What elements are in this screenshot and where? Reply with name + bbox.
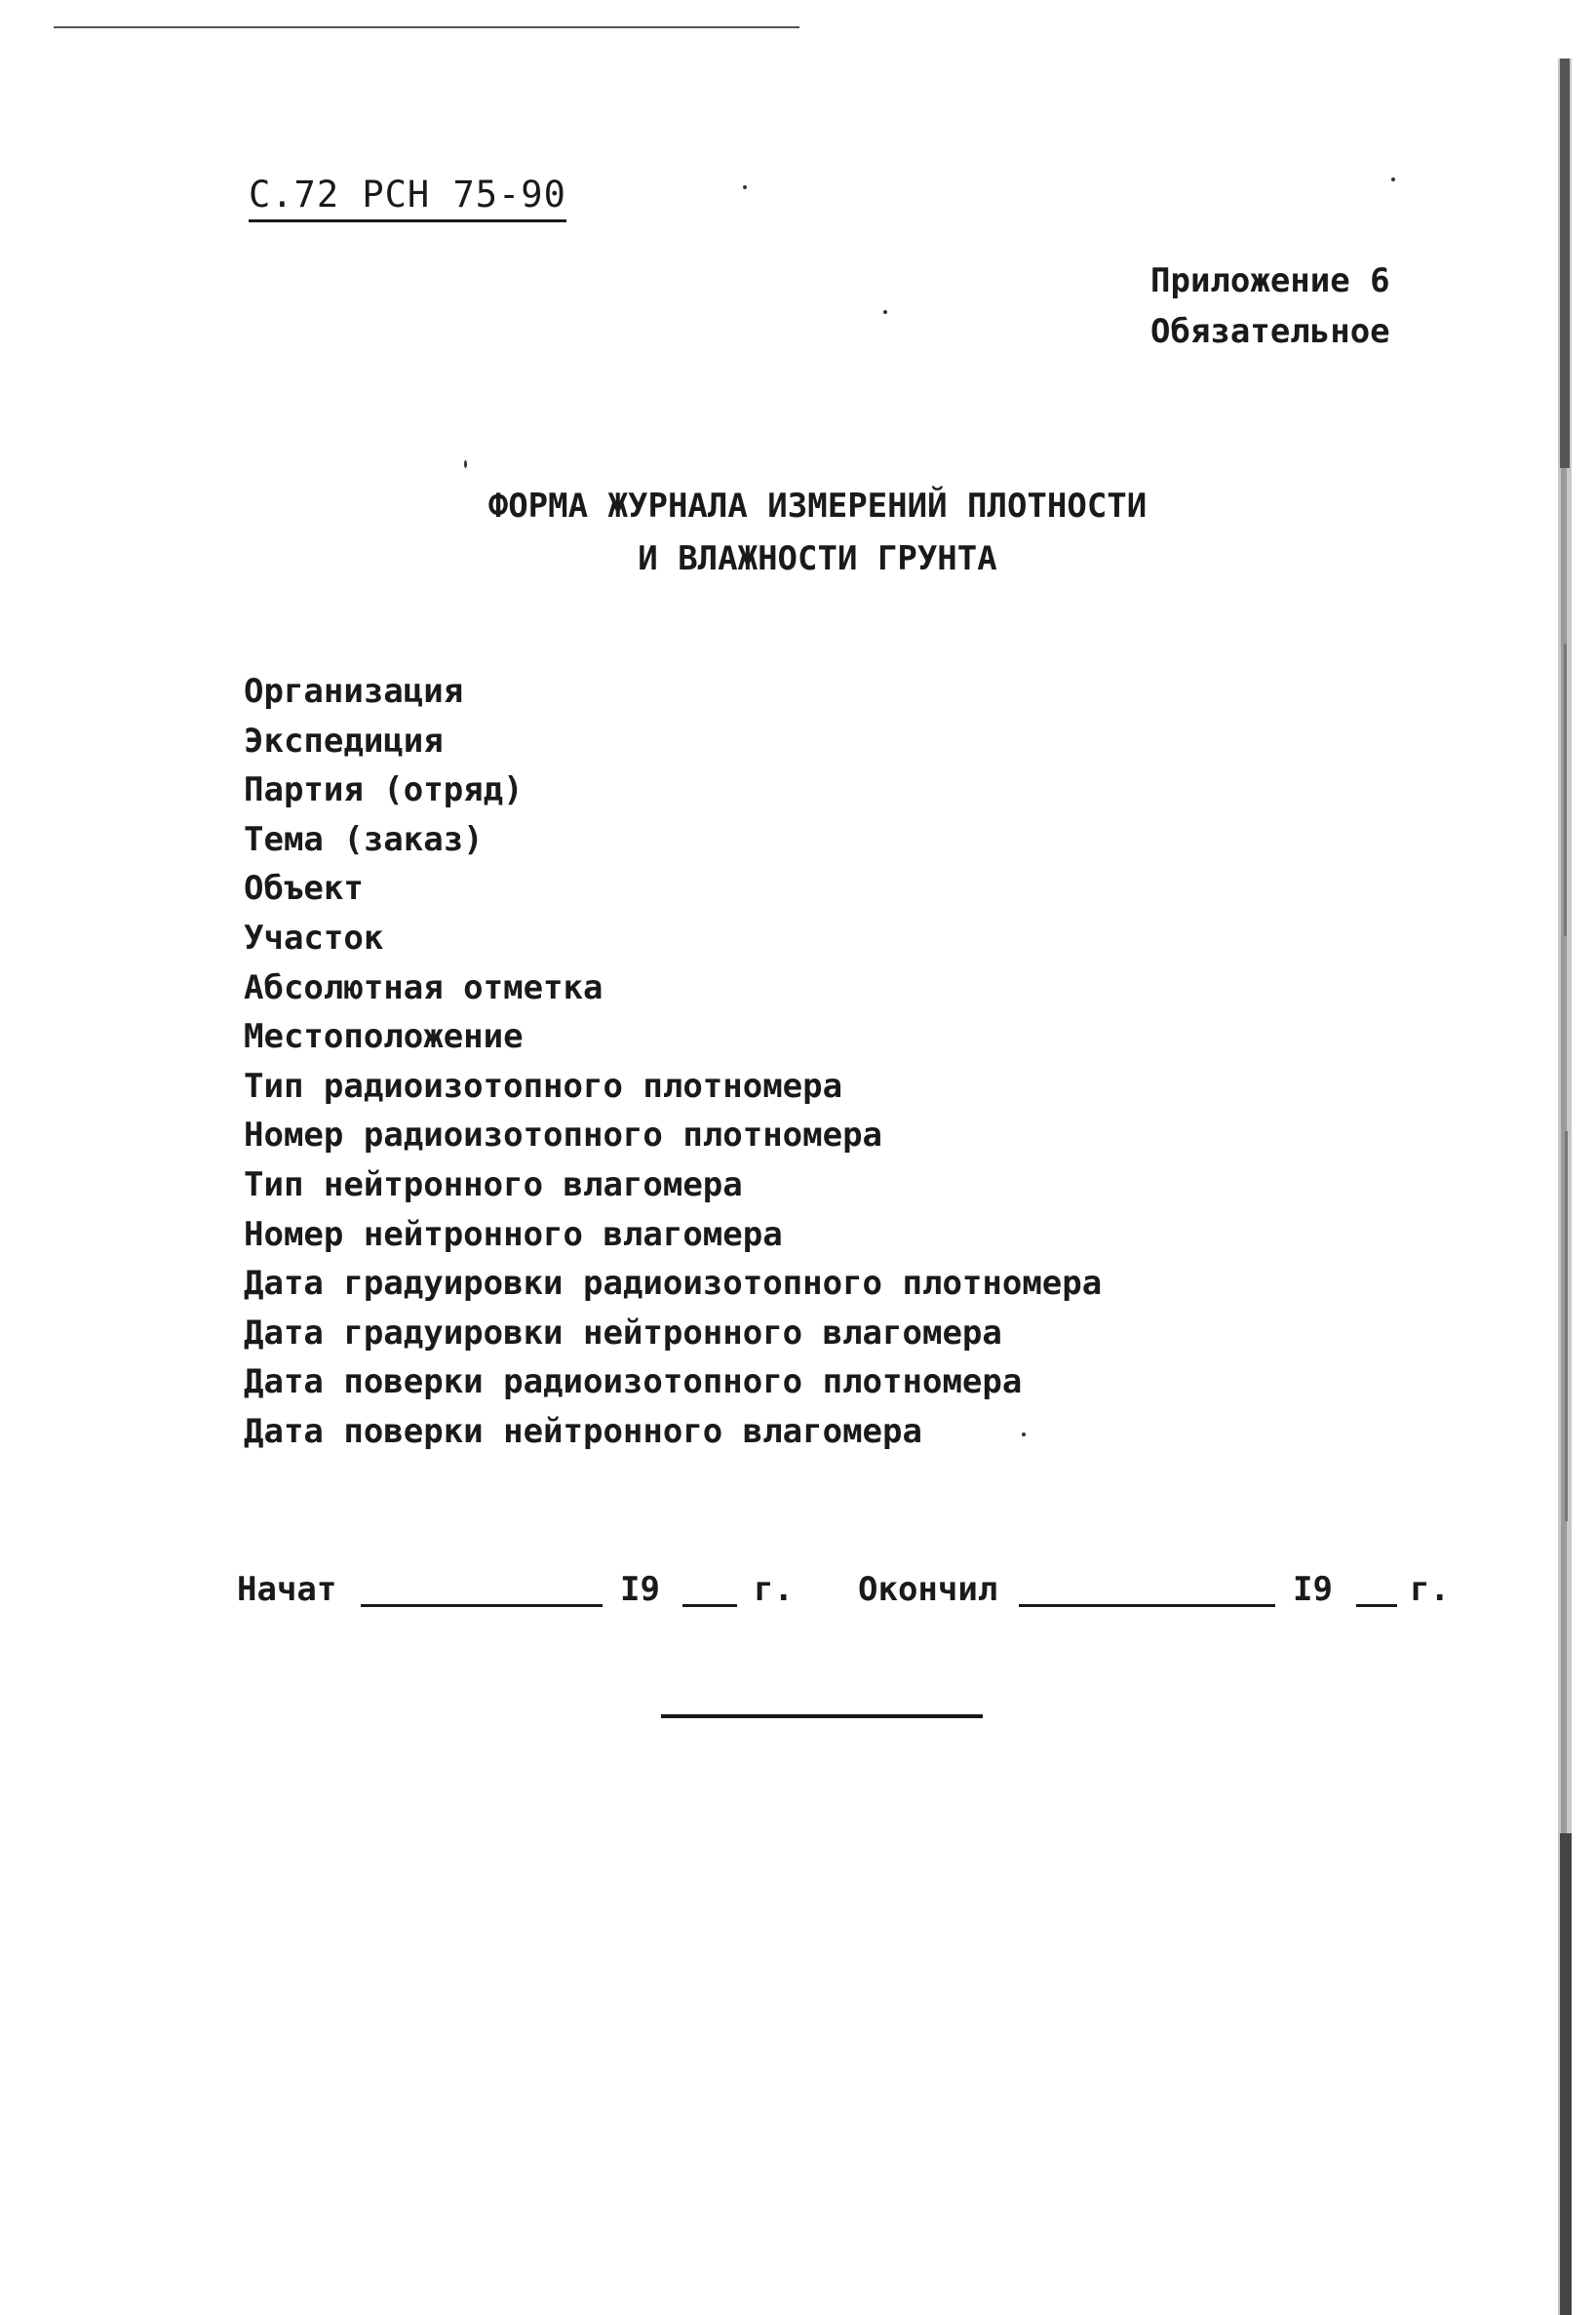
field-location: Местоположение bbox=[244, 1017, 524, 1057]
title-line-2: И ВЛАЖНОСТИ ГРУНТА bbox=[638, 539, 997, 578]
end-rule bbox=[661, 1714, 983, 1718]
field-moisture-meter-type: Тип нейтронного влагомера bbox=[244, 1164, 743, 1204]
scan-speck bbox=[1391, 177, 1395, 181]
appendix-status: Обязательное bbox=[1150, 312, 1390, 351]
scan-speck bbox=[743, 185, 747, 189]
finished-label: Окончил bbox=[858, 1570, 998, 1609]
finished-date-blank[interactable] bbox=[1019, 1604, 1275, 1607]
scan-edge-shadow bbox=[1550, 59, 1583, 2315]
top-rule bbox=[54, 26, 799, 28]
field-moisture-meter-number: Номер нейтронного влагомера bbox=[244, 1214, 783, 1254]
started-year-suffix: г. bbox=[754, 1570, 794, 1609]
field-densimeter-calibration-date: Дата градуировки радиоизотопного плотномера bbox=[244, 1264, 1103, 1304]
started-year-blank[interactable] bbox=[682, 1604, 737, 1607]
started-date-blank[interactable] bbox=[361, 1604, 603, 1607]
field-moisture-meter-verification-date: Дата поверки нейтронного влагомера bbox=[244, 1411, 922, 1451]
field-party: Партия (отряд) bbox=[244, 770, 524, 810]
field-object: Объект bbox=[244, 869, 364, 909]
document-title bbox=[0, 480, 1596, 585]
field-topic: Тема (заказ) bbox=[244, 819, 484, 859]
field-list bbox=[244, 667, 1102, 1457]
started-label: Начат bbox=[237, 1570, 337, 1609]
started-century: I9 bbox=[620, 1570, 660, 1609]
field-absolute-elevation: Абсолютная отметка bbox=[244, 967, 603, 1007]
title-line-1: ФОРМА ЖУРНАЛА ИЗМЕРЕНИЙ ПЛОТНОСТИ bbox=[487, 487, 1148, 526]
scan-speck bbox=[1022, 1432, 1026, 1436]
field-densimeter-type: Тип радиоизотопного плотномера bbox=[244, 1066, 843, 1106]
field-organization: Организация bbox=[244, 672, 464, 711]
appendix-number: Приложение 6 bbox=[1150, 261, 1390, 300]
finished-century: I9 bbox=[1293, 1570, 1333, 1609]
finished-year-blank[interactable] bbox=[1356, 1604, 1397, 1607]
field-densimeter-verification-date: Дата поверки радиоизотопного плотномера bbox=[244, 1362, 1023, 1402]
scan-speck bbox=[883, 310, 887, 314]
finished-year-suffix: г. bbox=[1410, 1570, 1450, 1609]
page-reference: С.72 РСН 75-90 bbox=[249, 174, 566, 222]
field-expedition: Экспедиция bbox=[244, 721, 444, 761]
field-densimeter-number: Номер радиоизотопного плотномера bbox=[244, 1116, 883, 1156]
field-moisture-meter-calibration-date: Дата градуировки нейтронного влагомера bbox=[244, 1313, 1002, 1353]
scan-speck bbox=[464, 460, 467, 468]
appendix-block bbox=[1150, 255, 1390, 357]
field-site: Участок bbox=[244, 918, 384, 958]
